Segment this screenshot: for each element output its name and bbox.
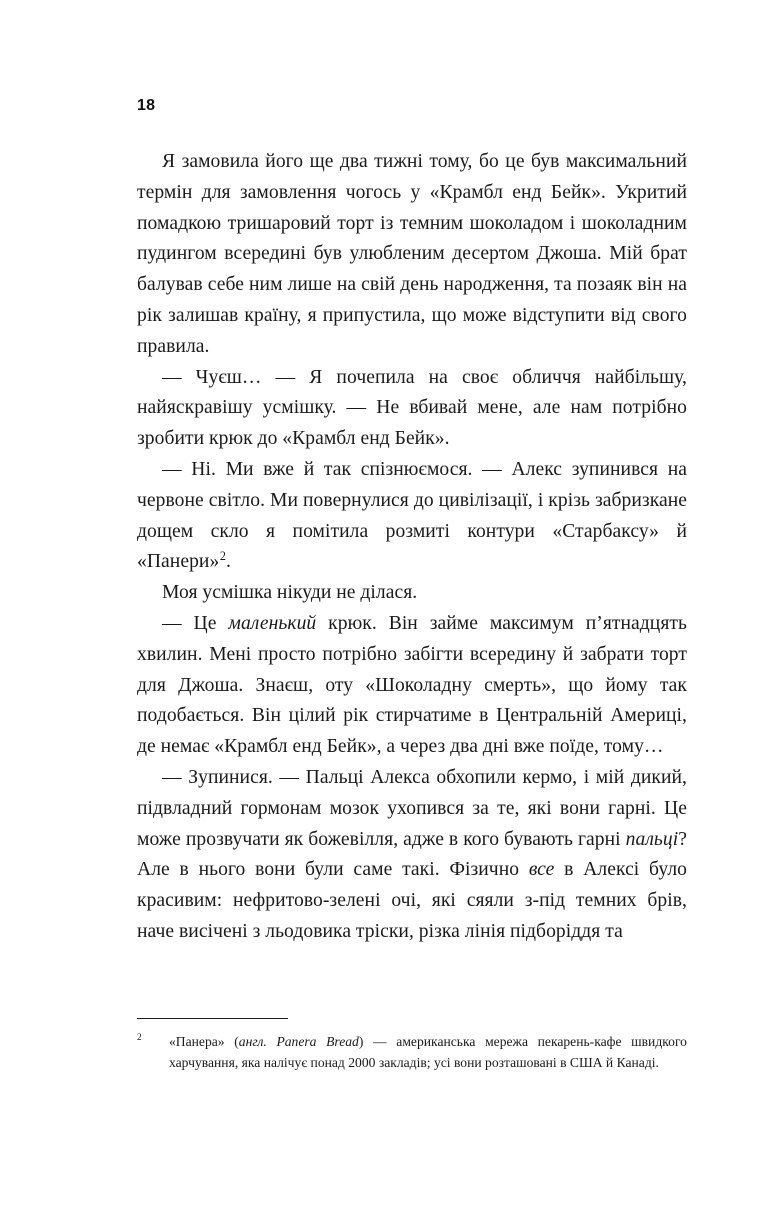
paragraph	[137, 455, 687, 578]
text-run: Я замовила його ще два тижні тому, бо це був максимальний термін для замовлення чогось у «Крамбл енд Бейк». Укритий помадкою тришаровий торт із темним шоколадом і шоколадним пудингом всередині був улюбленим десертом Джоша. Мій брат балував себе ним лише на свій день народження, та позаяк він на рік залишав країну, я припустила, що може відступити від свого правила.	[137, 151, 687, 357]
footnote-section	[137, 1018, 687, 1073]
footnote-separator-rule	[137, 1018, 288, 1019]
paragraph	[137, 609, 687, 763]
footnote-text	[169, 1034, 687, 1070]
text-run: — Ні. Ми вже й так спізнюємося. — Алекс зупинився на червоне світло. Ми повернулися до цивілізації, і крізь забризкане дощем скло я помітила розмиті контури «Старбаксу» й «Панери»	[137, 458, 687, 573]
italic-run: все	[528, 859, 555, 881]
italic-run: пальці	[625, 828, 679, 850]
paragraph	[137, 363, 687, 455]
text-run: — Зупинися. — Пальці Алекса обхопили кермо, і мій дикий, підвладний гормонам мозок ухопився за те, які вони гарні. Це може прозвучати як божевілля, адже в кого бувають гарні	[137, 766, 687, 850]
text-run: .	[225, 551, 231, 573]
text-run: ) — американська мережа пекарень-кафе швидкого харчування, яка налічує понад 2000 закладів; усі вони розташовані в США й Канаді.	[169, 1034, 687, 1071]
text-run: «Панера» (	[169, 1034, 239, 1049]
footnote-item	[137, 1031, 687, 1073]
paragraph	[137, 578, 687, 609]
text-run: Моя усмішка нікуди не ділася.	[162, 582, 418, 604]
text-run: — Чуєш… — Я почепила на своє обличчя найбільшу, найяскравішу усмішку. — Не вбивай мене, але нам потрібно зробити крюк до «Крамбл енд Бейк».	[137, 366, 687, 450]
text-run: в Алексі було красивим: нефритово-зелені очі, які сяяли з-під темних брів, наче висічені з льодовика тріски, різка лінія підборіддя та	[137, 859, 687, 942]
text-run: крюк. Він займе максимум п’ятнадцять хвилин. Мені просто потрібно забігти всередину й забрати торт для Джоша. Знаєш, оту «Шоколадну смерть», що йому так подобається. Він цілий рік стирчатиме в Центральній Америці, де немає «Крамбл енд Бейк», а через два дні вже поїде, тому…	[137, 612, 687, 758]
italic-run: маленький	[228, 612, 317, 634]
paragraph	[137, 147, 687, 363]
italic-run: англ. Panera Bread	[238, 1034, 359, 1049]
text-run: — Це	[162, 612, 229, 634]
paragraph	[137, 763, 687, 948]
footnote-marker: 2	[137, 1033, 142, 1043]
body-text-block	[137, 147, 687, 948]
page-number: 18	[137, 97, 156, 114]
text-run: ? Але в нього вони були саме такі. Фізично	[137, 828, 687, 881]
footnote-reference: 2	[219, 548, 226, 563]
